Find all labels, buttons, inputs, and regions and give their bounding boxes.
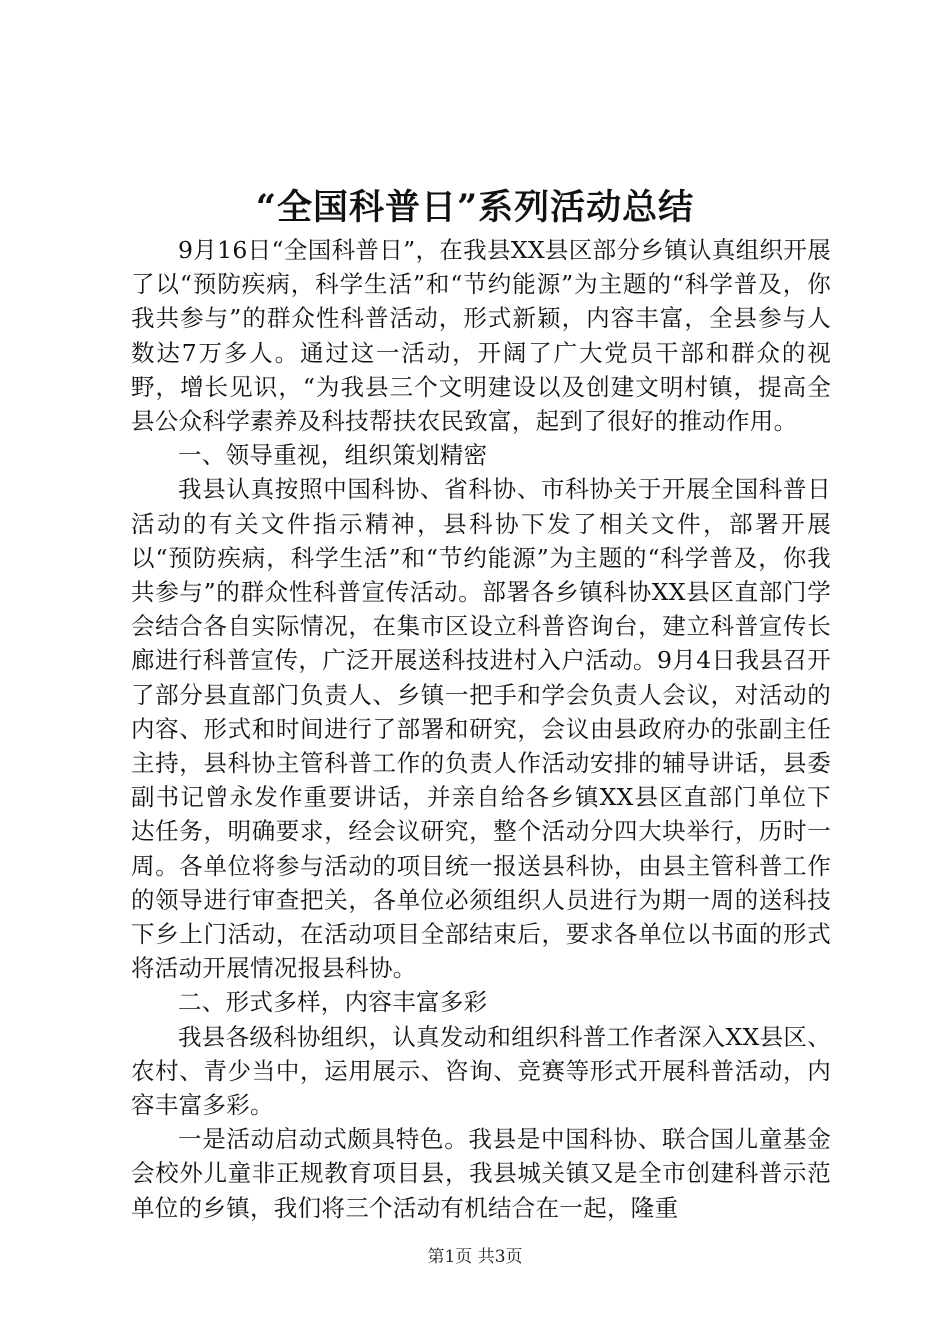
document-title: “全国科普日”系列活动总结 — [255, 187, 695, 228]
page-footer: 第1页 共3页 — [427, 1247, 523, 1267]
paragraph-section-2-item-1: 一是活动启动式颇具特色。我县是中国科协、联合国儿童基金会校外儿童非正规教育项目县，我县城关镇又是全市创建科普示范单位的乡镇，我们将三个活动有机结合在一起，隆重 — [131, 1125, 831, 1222]
document-body — [131, 233, 831, 1225]
section-heading-2: 二、形式多样，内容丰富多彩 — [178, 988, 488, 1017]
paragraph-section-1: 我县认真按照中国科协、省科协、市科协关于开展全国科普日活动的有关文件指示精神，县科协下发了相关文件，部署开展以“预防疾病，科学生活”和“节约能源”为主题的“科学普及，你我共参与”的群众性科普宣传活动。部署各乡镇科协XX县区直部门学会结合各自实际情况，在集市区设立科普咨询台，建立科普宣传长廊进行科普宣传，广泛开展送科技进村入户活动。9月4日我县召开了部分县直部门负责人、乡镇一把手和学会负责人会议，对活动的内容、形式和时间进行了部署和研究，会议由县政府办的张副主任主持，县科协主管科普工作的负责人作活动安排的辅导讲话，县委副书记曾永发作重要讲话，并亲自给各乡镇XX县区直部门单位下达任务，明确要求，经会议研究，整个活动分四大块举行，历时一周。各单位将参与活动的项目统一报送县科协，由县主管科普工作的领导进行审查把关，各单位必须组织人员进行为期一周的送科技下乡上门活动，在活动项目全部结束后，要求各单位以书面的形式将活动开展情况报县科协。 — [131, 475, 831, 983]
section-heading-1: 一、领导重视，组织策划精密 — [178, 441, 488, 470]
paragraph-section-2: 我县各级科协组织，认真发动和组织科普工作者深入XX县区、农村、青少当中，运用展示、咨询、竞赛等形式开展科普活动，内容丰富多彩。 — [131, 1022, 831, 1120]
paragraph-intro: 9月16日“全国科普日”，在我县XX县区部分乡镇认真组织开展了以“预防疾病，科学生活”和“节约能源”为主题的“科学普及，你我共参与”的群众性科普活动，形式新颖，内容丰富，全县参与人数达7万多人。通过这一活动，开阔了广大党员干部和群众的视野，增长见识，“为我县三个文明建设以及创建文明村镇，提高全县公众科学素养及科技帮扶农民致富，起到了很好的推动作用。 — [131, 236, 831, 436]
